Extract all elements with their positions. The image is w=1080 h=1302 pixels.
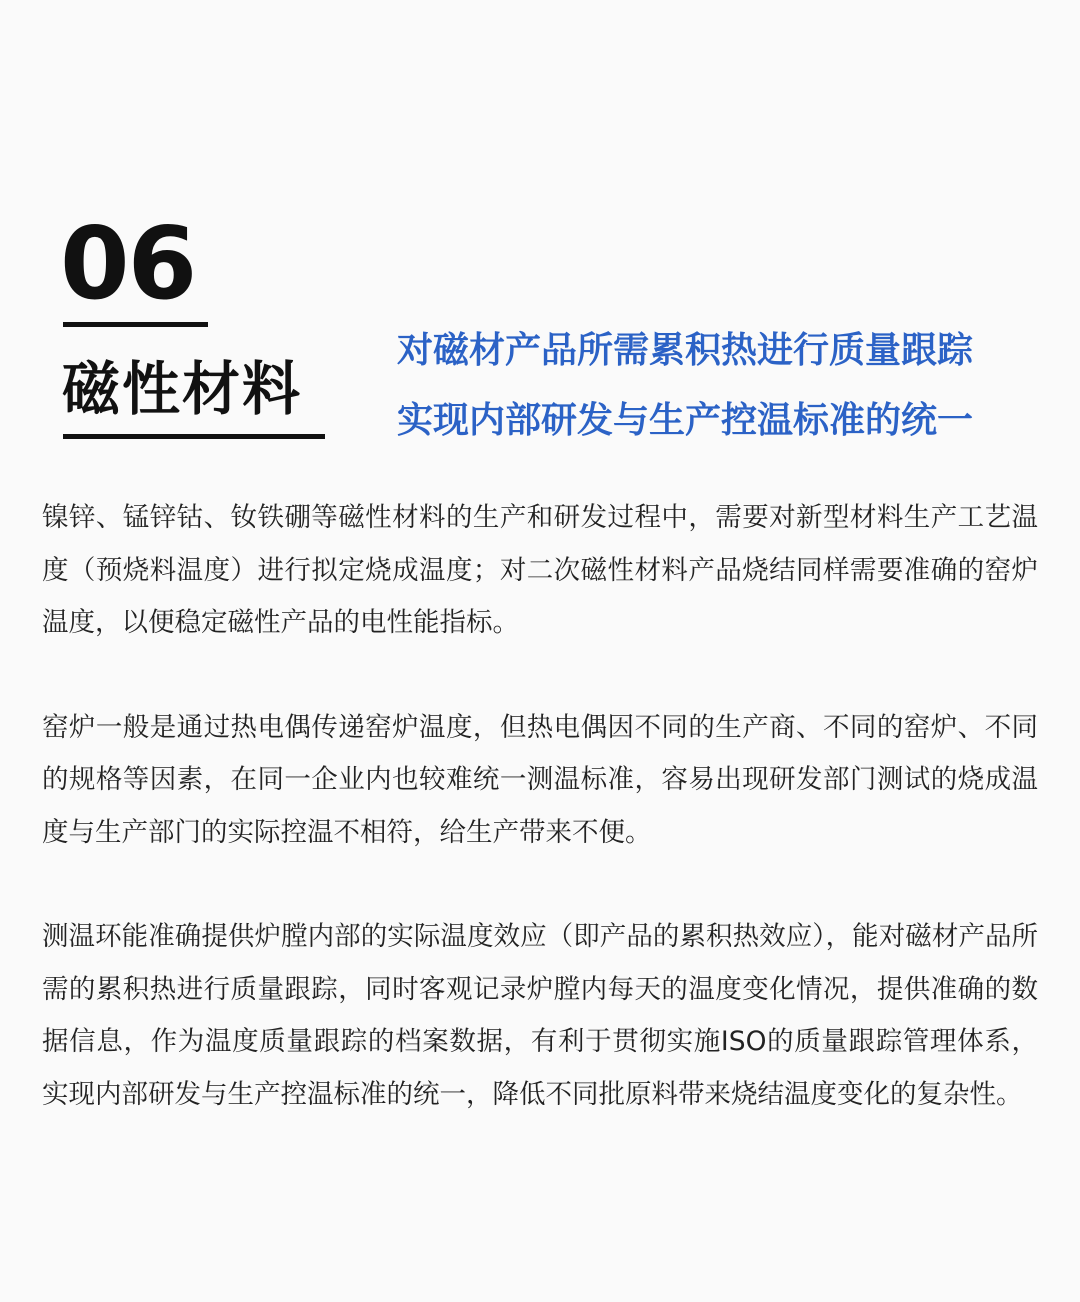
subtitle-line-1: 对磁材产品所需累积热进行质量跟踪 <box>397 330 974 371</box>
paragraph-thermocouple: 窑炉一般是通过热电偶传递窑炉温度，但热电偶因不同的生产商、不同的窑炉、不同的规格等因素，在同一企业内也较难统一测温标准，容易出现研发部门测试的烧成温度与生产部门的实际控温不相符，给生产带来不便。 <box>42 711 1038 848</box>
title-underline <box>63 434 325 439</box>
number-underline <box>63 322 208 327</box>
paragraph-production: 镍锌、锰锌钴、钕铁硼等磁性材料的生产和研发过程中，需要对新型材料生产工艺温度（预烧料温度）进行拟定烧成温度；对二次磁性材料产品烧结同样需要准确的窑炉温度，以便稳定磁性产品的电性能指标。 <box>42 502 1038 638</box>
subtitle-line-2: 实现内部研发与生产控温标准的统一 <box>397 400 974 441</box>
paragraph-temperature-ring: 测温环能准确提供炉膛内部的实际温度效应（即产品的累积热效应），能对磁材产品所需的累积热进行质量跟踪，同时客观记录炉膛内每天的温度变化情况，提供准确的数据信息，作为温度质量跟踪的档案数据，有利于贯彻实施ISO的质量跟踪管理体系，实现内部研发与生产控温标准的统一，降低不同批原料带来烧结温度变化的复杂性。 <box>42 921 1038 1110</box>
subtitle <box>397 316 1037 456</box>
section-number: 06 <box>60 205 196 322</box>
section-title: 磁性材料 <box>62 355 303 423</box>
body-text <box>42 492 1038 1173</box>
